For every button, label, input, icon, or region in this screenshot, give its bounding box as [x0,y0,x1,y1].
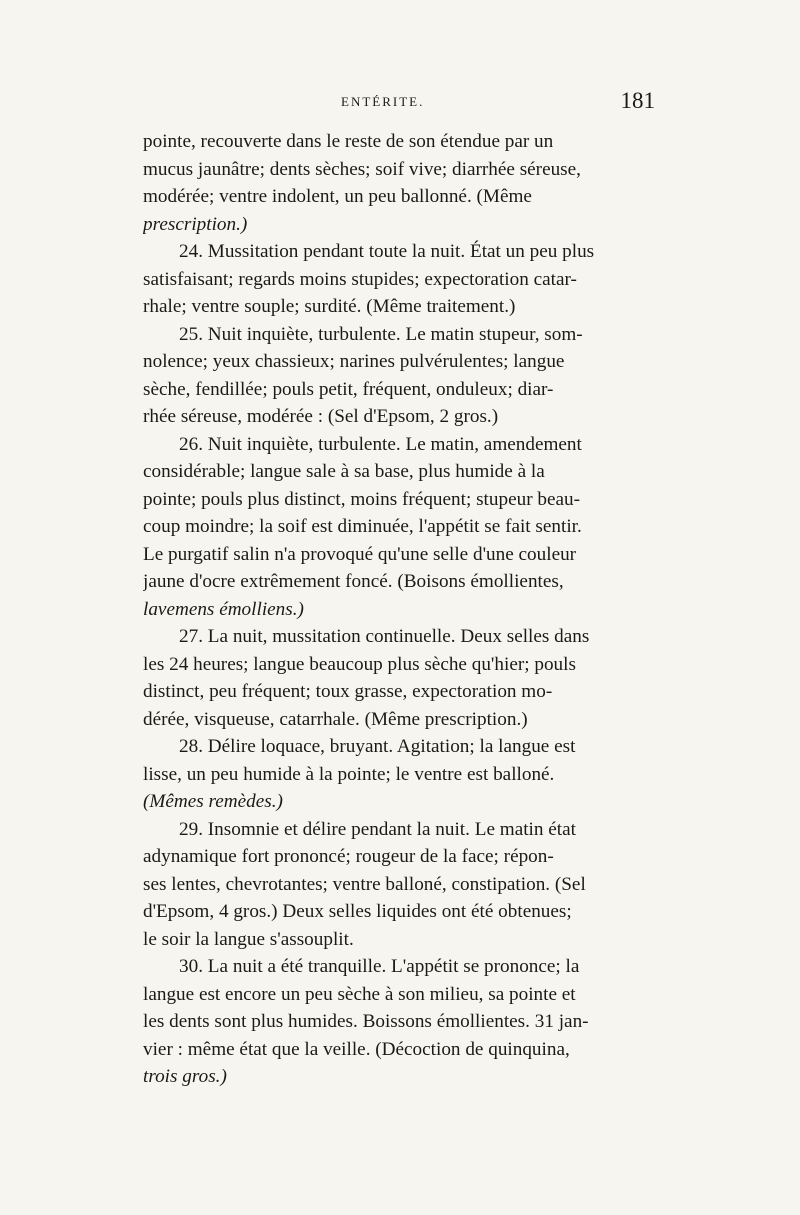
text-line: le soir la langue s'assouplit. [143,928,354,950]
text-line: nolence; yeux chassieux; narines pulvérulentes; langue [143,351,565,372]
paragraph-start: 25. Nuit inquiète, turbulente. Le matin stupeur, som- [179,323,583,345]
text-line: dérée, visqueuse, catarrhale. (Même prescription.) [143,708,528,730]
text-line: lavemens émolliens.) [143,598,304,620]
text-line: jaune d'ocre extrêmement foncé. (Boisons émollientes, [143,571,564,592]
page-number: 181 [620,88,655,113]
text-line: modérée; ventre indolent, un peu ballonné. (Même [143,186,532,207]
paragraph-start: 29. Insomnie et délire pendant la nuit. Le matin état [179,818,576,840]
text-line: trois gros.) [143,1066,227,1087]
text-line: considérable; langue sale à sa base, plus humide à la [143,461,545,482]
text-line: les dents sont plus humides. Boissons émollientes. 31 jan- [143,1011,589,1032]
text-line: lisse, un peu humide à la pointe; le ventre est balloné. [143,763,555,785]
running-head: ENTÉRITE. [341,94,425,109]
paragraph-start: 26. Nuit inquiète, turbulente. Le matin, amendement [179,433,582,455]
text-line: prescription.) [143,213,248,235]
text-line: distinct, peu fréquent; toux grasse, expectoration mo- [143,681,553,702]
paragraph-start: 24. Mussitation pendant toute la nuit. État un peu plus [179,241,595,262]
text-line: mucus jaunâtre; dents sèches; soif vive; diarrhée séreuse, [143,158,581,180]
text-line: adynamique fort prononcé; rougeur de la face; répon- [143,846,554,867]
page-body [143,128,655,1091]
paragraph-start: 27. La nuit, mussitation continuelle. Deux selles dans [179,626,590,647]
text-line: ses lentes, chevrotantes; ventre balloné, constipation. (Sel [143,873,586,895]
text-line: Le purgatif salin n'a provoqué qu'une selle d'une couleur [143,543,577,565]
text-line: rhée séreuse, modérée : (Sel d'Epsom, 2 gros.) [143,406,499,427]
text-line: rhale; ventre souple; surdité. (Même traitement.) [143,296,516,317]
text-line: d'Epsom, 4 gros.) Deux selles liquides ont été obtenues; [143,901,572,922]
text-line: pointe; pouls plus distinct, moins fréquent; stupeur beau- [143,488,580,510]
text-line: pointe, recouverte dans le reste de son étendue par un [143,131,554,152]
text-line: langue est encore un peu sèche à son milieu, sa pointe et [143,983,576,1005]
paragraph-start: 28. Délire loquace, bruyant. Agitation; la langue est [179,736,576,757]
text-line: (Mêmes remèdes.) [143,791,283,812]
text-line: sèche, fendillée; pouls petit, fréquent, onduleux; diar- [143,378,554,400]
text-line: vier : même état que la veille. (Décoction de quinquina, [143,1038,570,1060]
paragraph-start: 30. La nuit a été tranquille. L'appétit se prononce; la [179,956,580,977]
text-line: coup moindre; la soif est diminuée, l'appétit se fait sentir. [143,516,582,537]
text-line: les 24 heures; langue beaucoup plus sèche qu'hier; pouls [143,653,576,675]
text-line: satisfaisant; regards moins stupides; expectoration catar- [143,268,577,290]
page-header [143,88,655,116]
